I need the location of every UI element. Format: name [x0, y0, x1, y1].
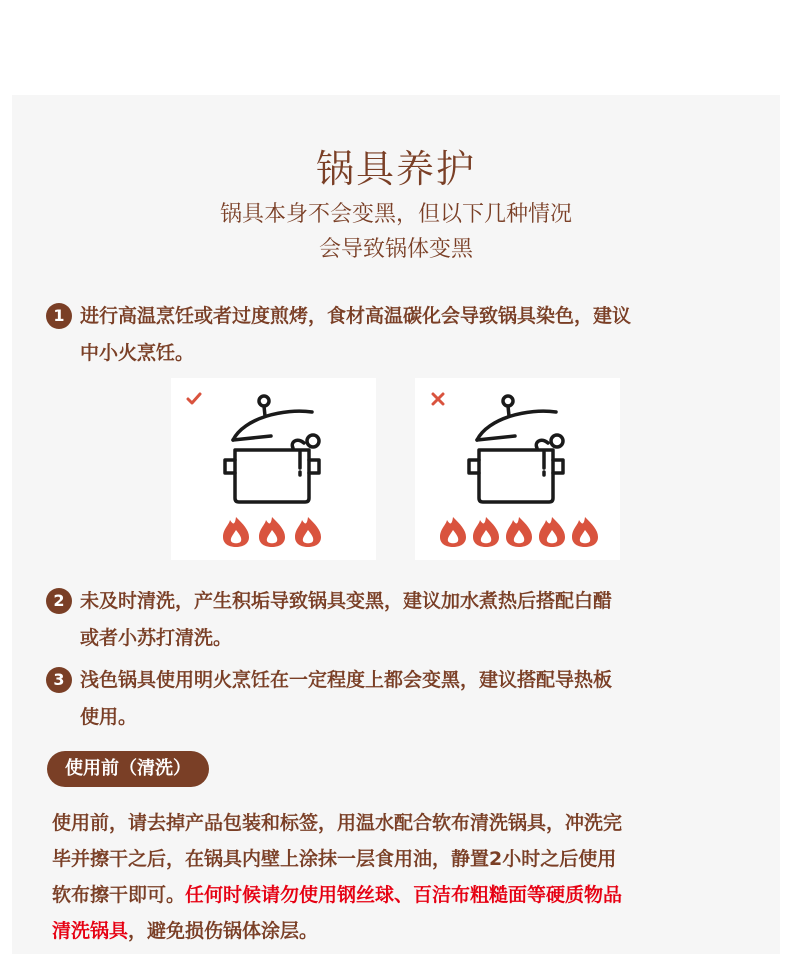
flame-icon — [223, 517, 249, 547]
tip-text-line: 浅色锅具使用明火烹饪在一定程度上都会变黑，建议搭配导热板 — [80, 669, 613, 691]
number-badge: 3 — [46, 667, 72, 693]
tip-item-2 — [46, 583, 746, 657]
paragraph-line — [52, 913, 752, 949]
paragraph-text: 软布擦干即可。 — [52, 884, 186, 906]
tip-text-line: 使用。 — [80, 706, 138, 728]
pot-icon — [216, 390, 332, 505]
flame-icon — [506, 517, 532, 547]
warning-text: 任何时候请勿使用钢丝球、百洁布粗糙面等硬质物品 — [185, 884, 623, 906]
flame-icon — [259, 517, 285, 547]
flame-icon — [572, 517, 598, 547]
wrong-heat-illustration — [415, 378, 620, 560]
flame-icon — [539, 517, 565, 547]
cross-icon — [430, 392, 446, 406]
correct-heat-illustration — [171, 378, 376, 560]
section-label-pill: 使用前（清洗） — [47, 751, 209, 787]
number-badge: 1 — [46, 303, 72, 329]
paragraph-line: 毕并擦干之后，在锅具内壁上涂抹一层食用油，静置2小时之后使用 — [52, 848, 617, 870]
page-title: 锅具养护 — [315, 147, 476, 191]
tip-item-3 — [46, 662, 746, 736]
subtitle-line-1: 锅具本身不会变黑，但以下几种情况 — [219, 202, 572, 227]
pot-icon — [460, 390, 576, 505]
subtitle-line-2: 会导致锅体变黑 — [318, 237, 473, 262]
tip-text-line: 进行高温烹饪或者过度煎烤，食材高温碳化会导致锅具染色，建议 — [80, 305, 632, 327]
tip-text-line: 未及时清洗，产生积垢导致锅具变黑，建议加水煮热后搭配白醋 — [80, 590, 613, 612]
tip-text-line: 或者小苏打清洗。 — [80, 627, 233, 649]
flames-row — [440, 516, 600, 552]
tip-text-line: 中小火烹饪。 — [80, 342, 195, 364]
cleaning-instructions — [52, 805, 752, 949]
tip-item-1 — [46, 298, 746, 372]
number-badge: 2 — [46, 588, 72, 614]
flame-icon — [295, 517, 321, 547]
flame-icon — [473, 517, 499, 547]
flame-icon — [440, 517, 466, 547]
paragraph-text: ，避免损伤锅体涂层。 — [128, 920, 319, 942]
paragraph-line — [52, 877, 752, 913]
paragraph-line: 使用前，请去掉产品包装和标签，用温水配合软布清洗锅具，冲洗完 — [52, 812, 623, 834]
check-icon — [186, 392, 202, 406]
warning-text: 清洗锅具 — [52, 920, 129, 942]
flames-row — [223, 516, 323, 552]
